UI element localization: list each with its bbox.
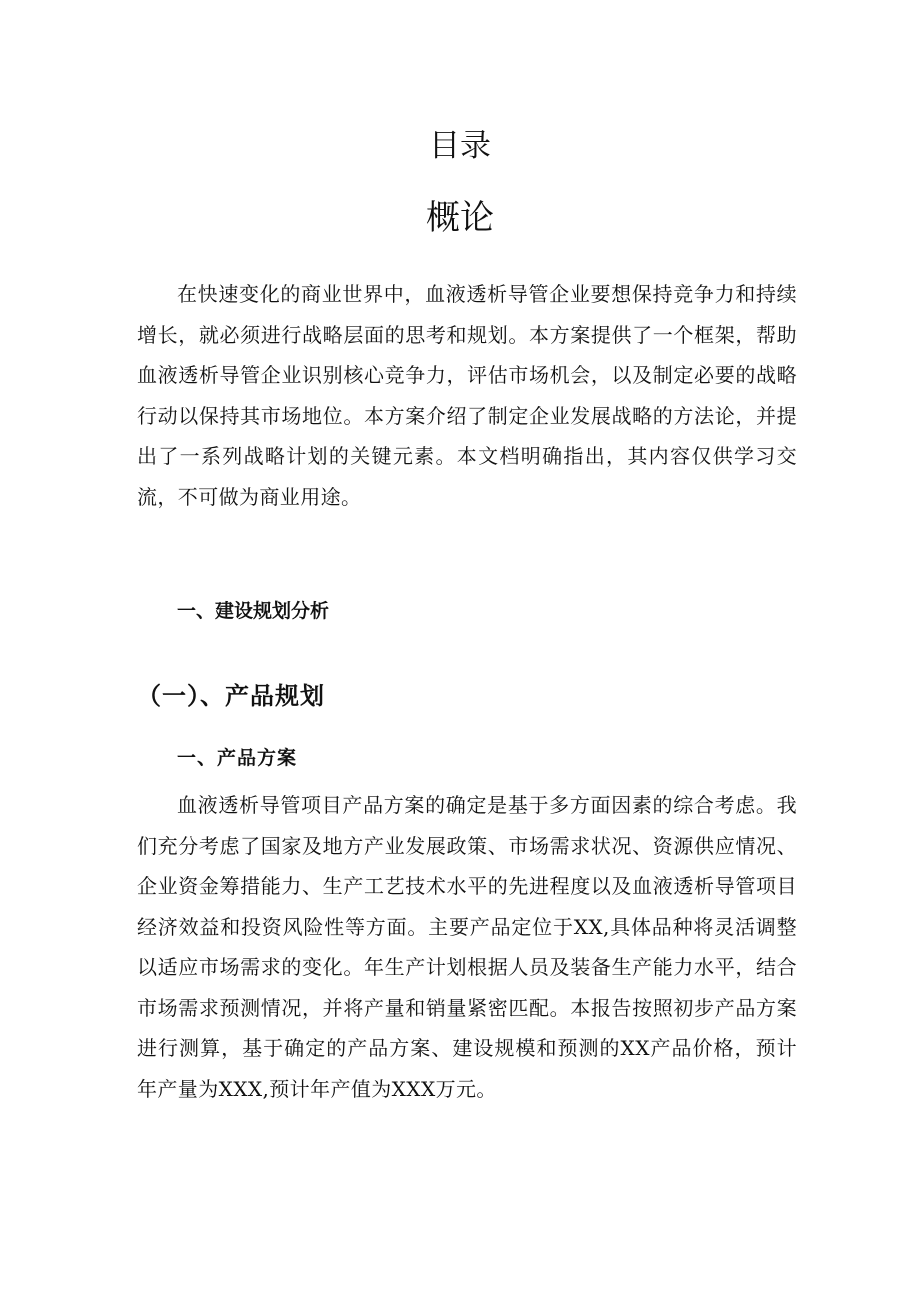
item-heading: 一、产品方案 — [177, 747, 298, 769]
intro-paragraph: 在快速变化的商业世界中，血液透析导管企业要想保持竞争力和持续增长，就必须进行战略层面的思考和规划。本方案提供了一个框架，帮助血液透析导管企业识别核心竞争力，评估市场机会，以及制定必要的战略行动以保持其市场地位。本方案介绍了制定企业发展战略的方法论，并提出了一系列战略计划的关键元素。本文档明确指出，其内容仅供学习交流，不可做为商业用途。 — [137, 282, 797, 509]
toc-title: 目录 — [429, 128, 491, 164]
product-paragraph: 血液透析导管项目产品方案的确定是基于多方面因素的综合考虑。我们充分考虑了国家及地方产业发展政策、市场需求状况、资源供应情况、企业资金筹措能力、生产工艺技术水平的先进程度以及血液透析导管项目经济效益和投资风险性等方面。主要产品定位于XX,具体品种将灵活调整以适应市场需求的变化。年生产计划根据人员及装备生产能力水平，结合市场需求预测情况，并将产量和销量紧密匹配。本报告按照初步产品方案进行测算，基于确定的产品方案、建设规模和预测的XX产品价格，预计年产量为XXX,预计年产值为XXX万元。 — [137, 793, 797, 1101]
subsection-heading: （一）、产品规划 — [137, 682, 325, 710]
intro-title: 概论 — [426, 198, 494, 238]
section-heading: 一、建设规划分析 — [177, 600, 330, 622]
